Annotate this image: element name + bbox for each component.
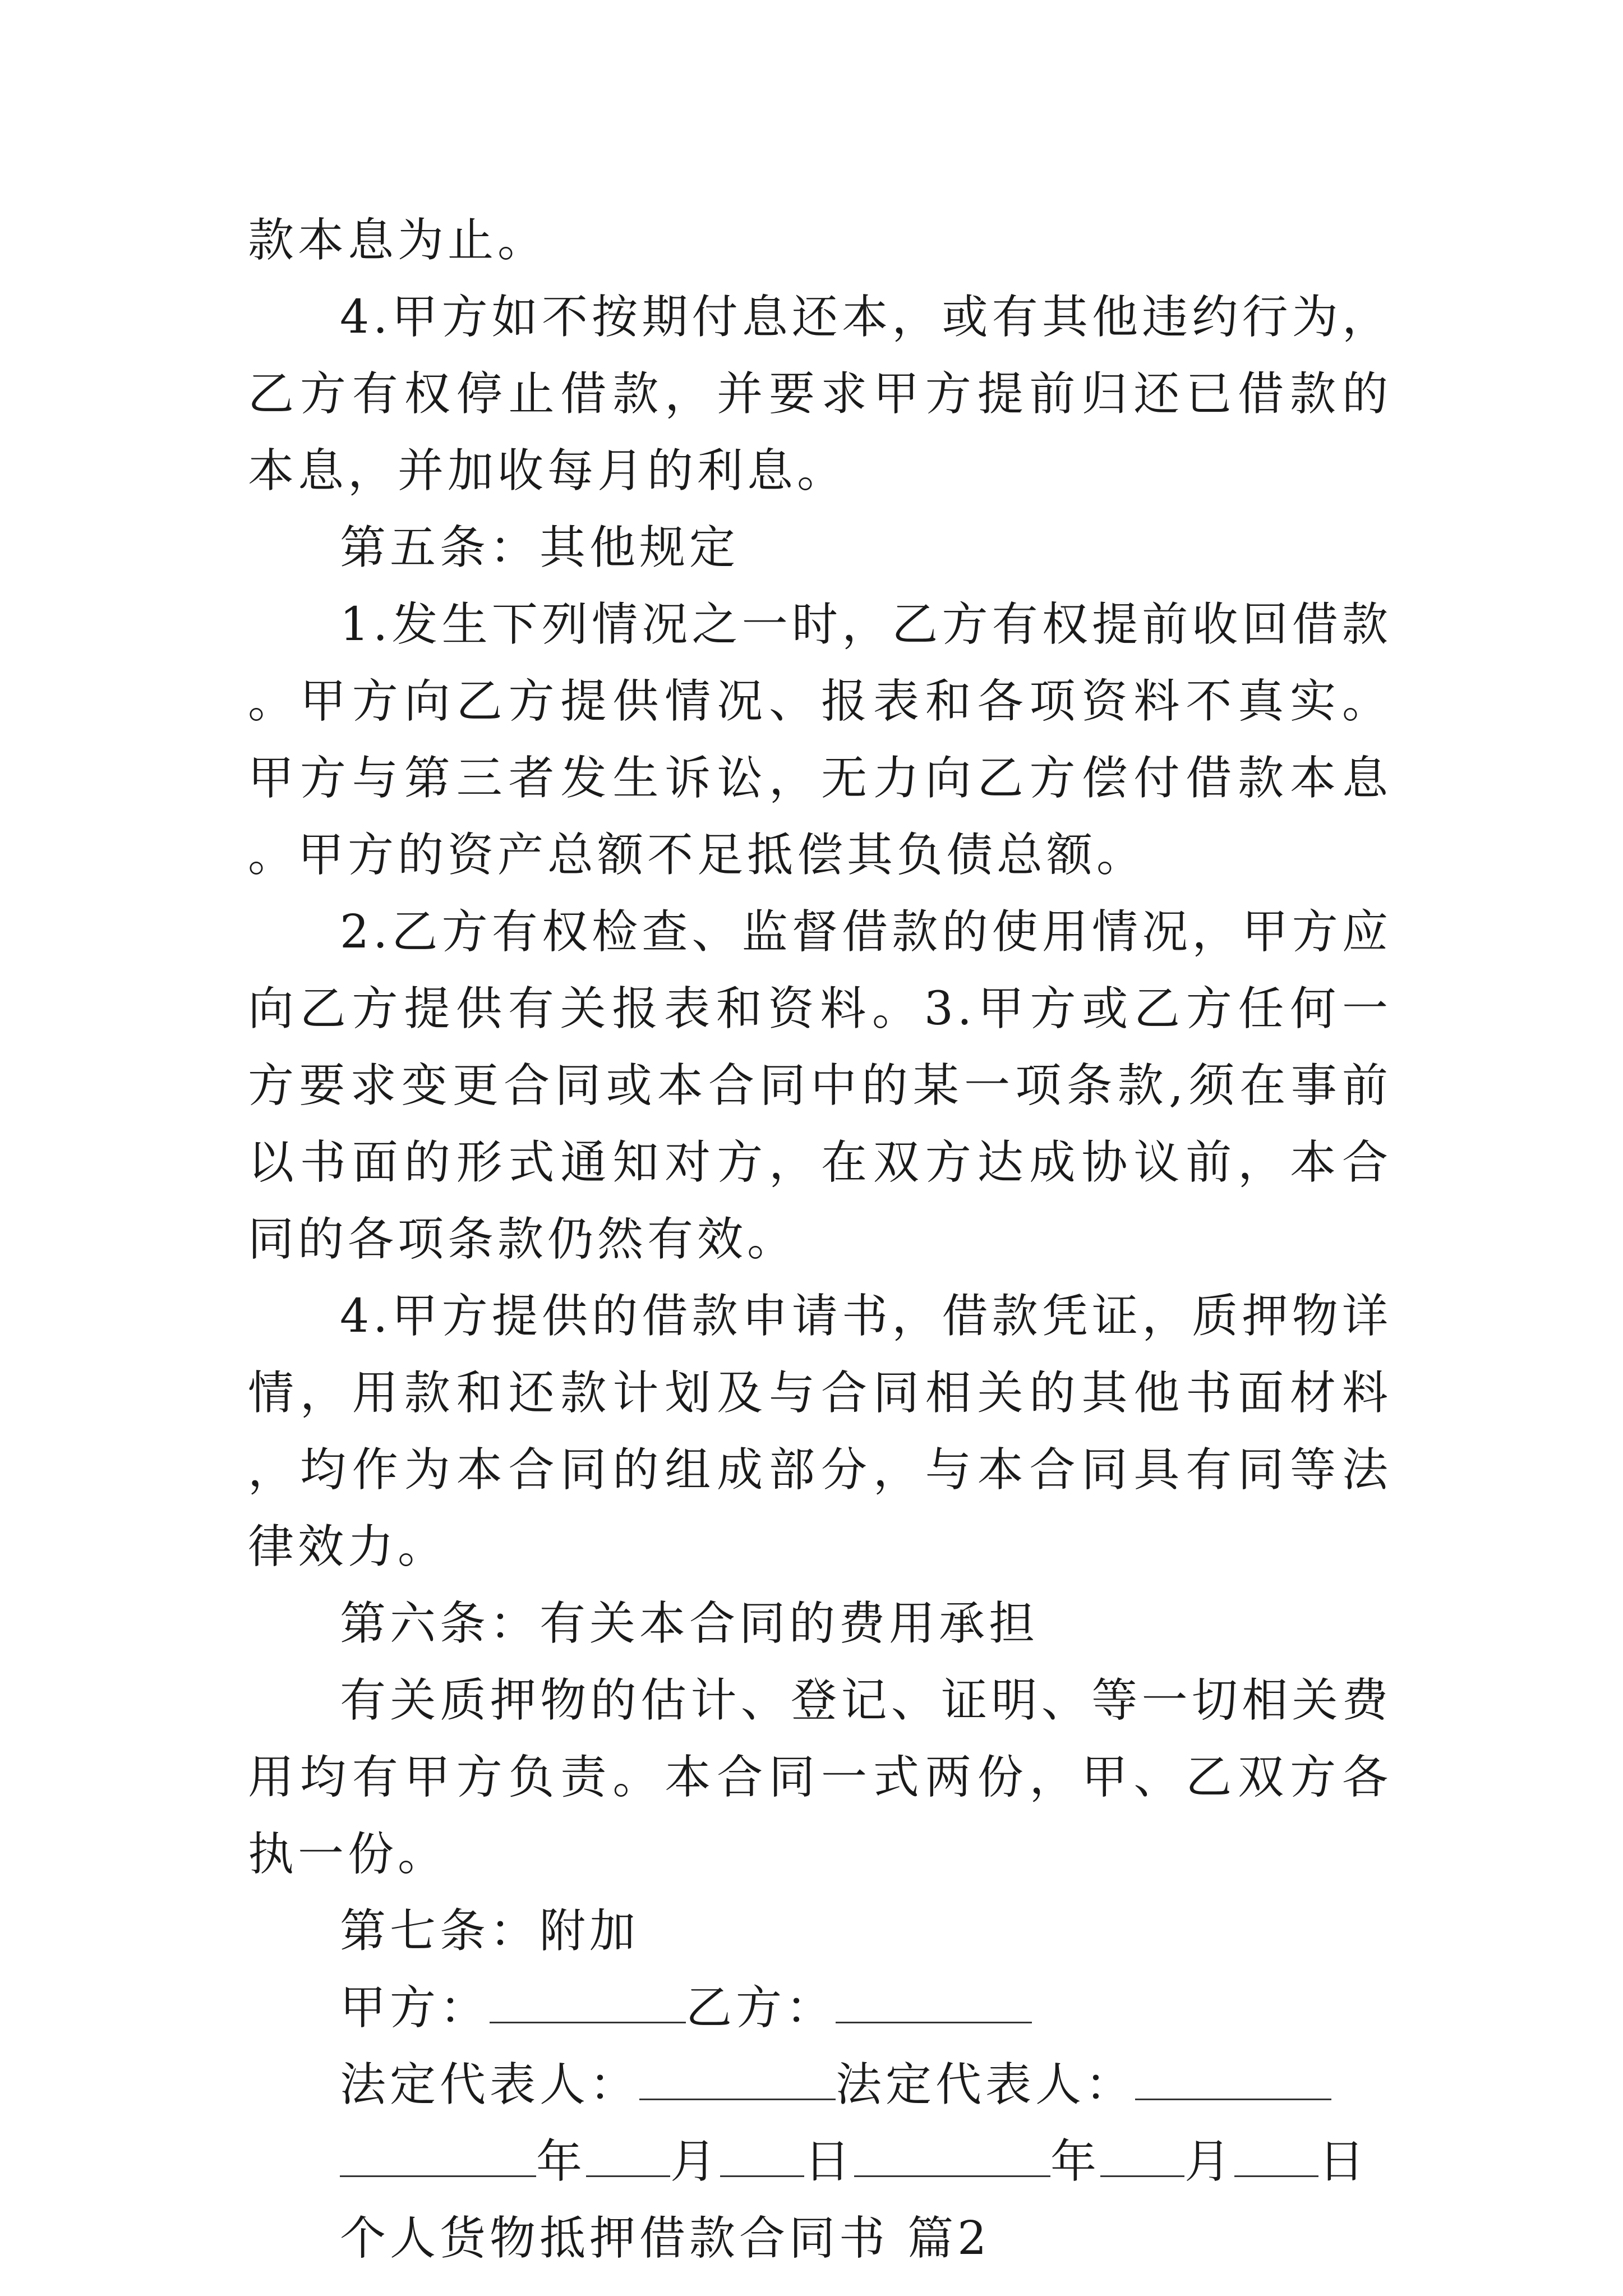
- signature-representatives-line: [248, 2046, 1392, 2123]
- paragraph-costs: 有关质押物的估计、登记、证明、等一切相关费用均有甲方负责。本合同一式两份，甲、乙双方各执一份。: [248, 1674, 1392, 1881]
- paragraph-clause-4-default: 4.甲方如不按期付息还本，或有其他违约行为，乙方有权停止借款，并要求甲方提前归还已借款的本息，并加收每月的利息。: [248, 291, 1392, 498]
- date-a-year-label: 年: [536, 2135, 587, 2188]
- paragraph-loan-end: 款本息为止。: [248, 214, 548, 267]
- paragraph-clause-4-attachments: 4.甲方提供的借款申请书，借款凭证，质押物详情，用款和还款计划及与合同相关的其他书面材料，均作为本合同的组成部分，与本合同具有同等法律效力。: [248, 1290, 1392, 1573]
- date-a-month-blank: [586, 2136, 670, 2177]
- date-b-day-label: 日: [1318, 2135, 1369, 2188]
- signature-parties-line: [248, 1970, 1392, 2046]
- next-contract-heading: 个人货物抵押借款合同书 篇2: [340, 2212, 991, 2265]
- paragraph-clause-2-3-inspection: 2.乙方有权检查、监督借款的使用情况，甲方应向乙方提供有关报表和资料。3.甲方或乙方任何一方要求变更合同或本合同中的某一项条款,须在事前以书面的形式通知对方，在双方达成协议前，本合同的各项条款仍然有效。: [248, 905, 1392, 1266]
- rep-b-label: 法定代表人：: [836, 2058, 1136, 2111]
- date-b-year-blank: [854, 2136, 1050, 2177]
- party-a-label: 甲方：: [340, 1981, 490, 2035]
- paragraph-clause-1-early-recall: 1.发生下列情况之一时，乙方有权提前收回借款。甲方向乙方提供情况、报表和各项资料不真实。甲方与第三者发生诉讼，无力向乙方偿付借款本息。甲方的资产总额不足抵偿其负债总额。: [248, 598, 1392, 882]
- party-b-label: 乙方：: [686, 1981, 836, 2035]
- rep-a-blank: [639, 2059, 836, 2100]
- date-b-month-label: 月: [1184, 2135, 1235, 2188]
- document-body: [248, 202, 1392, 2277]
- rep-a-label: 法定代表人：: [340, 2058, 640, 2111]
- party-a-blank: [490, 1982, 686, 2023]
- rep-b-blank: [1135, 2059, 1331, 2100]
- date-a-month-label: 月: [670, 2135, 721, 2188]
- article-5-heading: 第五条：其他规定: [340, 521, 740, 574]
- date-b-month-blank: [1100, 2136, 1184, 2177]
- date-b-year-label: 年: [1050, 2135, 1101, 2188]
- date-a-year-blank: [340, 2136, 536, 2177]
- date-a-day-blank: [720, 2136, 804, 2177]
- date-b-day-blank: [1234, 2136, 1318, 2177]
- article-6-heading: 第六条：有关本合同的费用承担: [340, 1597, 1039, 1650]
- party-b-blank: [836, 1982, 1032, 2023]
- date-a-day-label: 日: [804, 2135, 855, 2188]
- signature-dates-line: [248, 2123, 1392, 2200]
- article-7-heading: 第七条：附加: [340, 1904, 640, 1958]
